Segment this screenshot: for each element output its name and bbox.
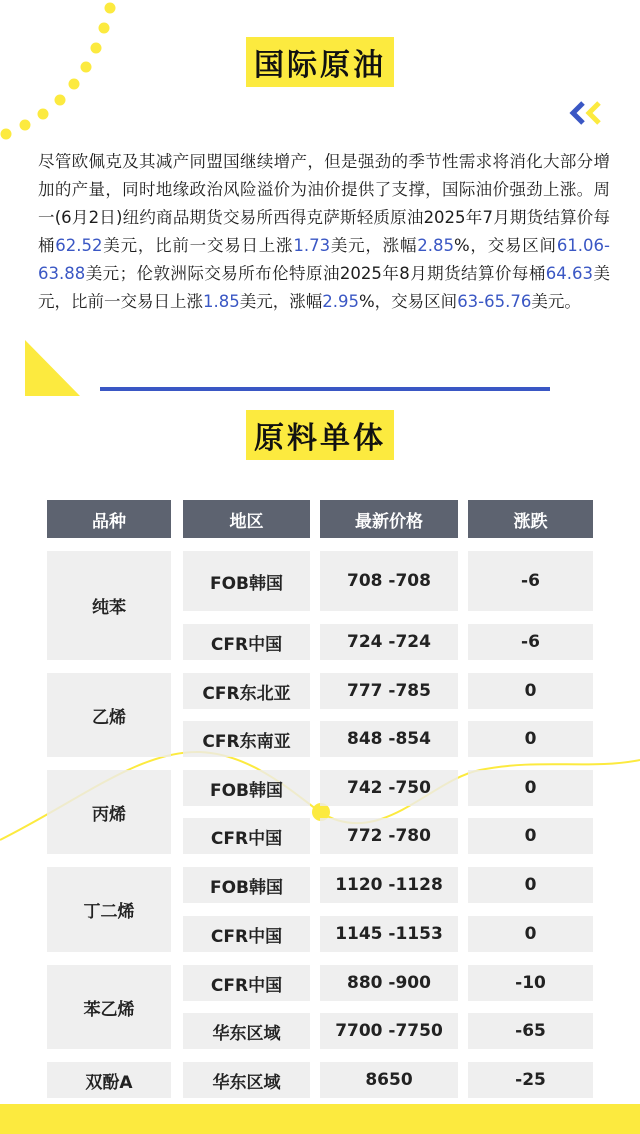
region-cell: CFR中国: [183, 965, 310, 1001]
price-cell: 708 -708: [320, 551, 458, 611]
change-cell: -10: [468, 965, 593, 1001]
highlight-value: 62.52: [55, 236, 103, 255]
product-cell: 丁二烯: [47, 867, 171, 952]
price-cell: 724 -724: [320, 624, 458, 660]
product-cell: 双酚A: [47, 1062, 171, 1098]
price-cell: 772 -780: [320, 818, 458, 854]
paragraph-text: 美元，比前一交易日上涨: [38, 264, 610, 311]
change-cell: -25: [468, 1062, 593, 1098]
paragraph-text: 美元，涨幅: [330, 236, 418, 255]
product-cell: 苯乙烯: [47, 965, 171, 1049]
table-header-cell: 地区: [183, 500, 310, 538]
paragraph-text: 美元。: [531, 292, 581, 311]
paragraph-text: 美元；伦敦洲际交易所布伦特原油2025年8月期货结算价每桶: [85, 264, 546, 283]
corner-triangle: [25, 340, 80, 396]
highlight-value: 61.06-63.88: [38, 236, 611, 283]
region-cell: FOB韩国: [183, 551, 310, 611]
highlight-value: 63-65.76: [457, 292, 532, 311]
paragraph-text: 美元，比前一交易日上涨: [102, 236, 294, 255]
change-cell: 0: [468, 721, 593, 757]
section-title-crude-oil: 国际原油: [246, 37, 394, 87]
highlight-value: 2.85: [417, 236, 454, 255]
section-divider: [100, 387, 550, 391]
region-cell: FOB韩国: [183, 867, 310, 903]
price-cell: 1120 -1128: [320, 867, 458, 903]
paragraph-text: %，交易区间: [453, 236, 557, 255]
change-cell: -6: [468, 551, 593, 611]
table-header-cell: 最新价格: [320, 500, 458, 538]
price-cell: 8650: [320, 1062, 458, 1098]
paragraph-text: %，交易区间: [359, 292, 458, 311]
region-cell: CFR东南亚: [183, 721, 310, 757]
region-cell: CFR东北亚: [183, 673, 310, 709]
price-cell: 7700 -7750: [320, 1013, 458, 1049]
paragraph-text: 尽管欧佩克及其减产同盟国继续增产，但是强劲的季节性需求将消化大部分增加的产量，同时地缘政治风险溢价为油价提供了支撑，国际油价强劲上涨。周一(6月2日)纽约商品期货交易所西得克萨斯轻质原油2025年7月期货结算价每桶: [38, 152, 610, 255]
region-cell: CFR中国: [183, 916, 310, 952]
highlight-value: 2.95: [322, 292, 359, 311]
price-cell: 777 -785: [320, 673, 458, 709]
section-title-monomers: 原料单体: [246, 410, 394, 460]
highlight-value: 1.85: [203, 292, 240, 311]
change-cell: -6: [468, 624, 593, 660]
price-cell: 1145 -1153: [320, 916, 458, 952]
product-cell: 纯苯: [47, 551, 171, 660]
product-cell: 丙烯: [47, 770, 171, 854]
chevron-double-left-icon: [566, 100, 614, 130]
bottom-bar: [0, 1104, 640, 1134]
change-cell: 0: [468, 673, 593, 709]
table-header-cell: 品种: [47, 500, 171, 538]
change-cell: -65: [468, 1013, 593, 1049]
change-cell: 0: [468, 818, 593, 854]
region-cell: CFR中国: [183, 624, 310, 660]
highlight-value: 1.73: [293, 236, 331, 255]
table-header-cell: 涨跌: [468, 500, 593, 538]
product-cell: 乙烯: [47, 673, 171, 757]
change-cell: 0: [468, 770, 593, 806]
change-cell: 0: [468, 867, 593, 903]
highlight-value: 64.63: [545, 264, 594, 283]
region-cell: CFR中国: [183, 818, 310, 854]
region-cell: 华东区域: [183, 1062, 310, 1098]
region-cell: FOB韩国: [183, 770, 310, 806]
crude-oil-paragraph: [38, 148, 610, 316]
region-cell: 华东区域: [183, 1013, 310, 1049]
change-cell: 0: [468, 916, 593, 952]
price-cell: 848 -854: [320, 721, 458, 757]
price-cell: 880 -900: [320, 965, 458, 1001]
paragraph-text: 美元，涨幅: [239, 292, 323, 311]
dot-trail: [1, 3, 116, 140]
price-cell: 742 -750: [320, 770, 458, 806]
